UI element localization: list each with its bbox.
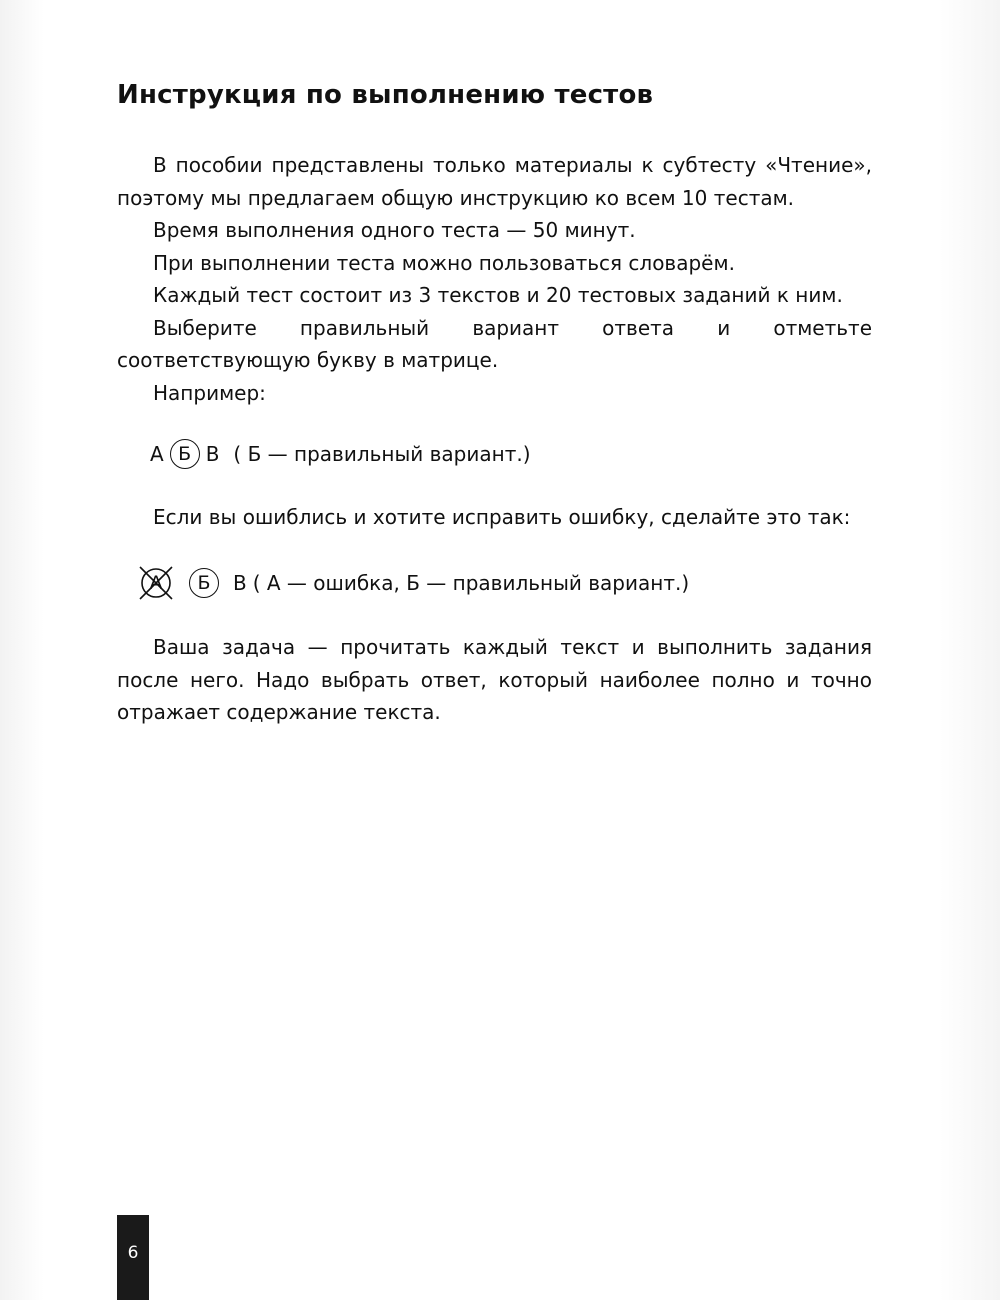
paragraph-example-label: Например: <box>153 380 266 405</box>
option-letter-b-circled: Б <box>189 568 219 598</box>
option-letter-b-circled: Б <box>170 439 200 469</box>
crossed-option <box>137 564 175 602</box>
option-letter-a-crossed: А <box>149 572 163 594</box>
paragraph-intro: В пособии представлены только материалы к субтесту «Чтение», поэтому мы предлагаем общую инструкцию ко всем 10 тестам. <box>117 153 872 210</box>
page-number: 6 <box>127 1243 139 1263</box>
correction-block <box>117 501 872 534</box>
paragraph-dictionary: При выполнении теста можно пользоваться словарём. <box>153 250 735 275</box>
option-letter-a: А <box>150 442 164 466</box>
paragraph-task: Ваша задача — прочитать каждый текст и выполнить задания после него. Надо выбрать ответ, который наиболее полно и точно отражает содержание текста. <box>117 635 872 724</box>
page-title: Инструкция по выполнению тестов <box>117 80 654 110</box>
task-block <box>117 631 872 729</box>
page-number-tab <box>117 1215 149 1300</box>
example-corrected-answer <box>137 565 689 601</box>
paragraph-structure: Каждый тест состоит из 3 текстов и 20 тестовых заданий к ним. <box>153 283 843 307</box>
paragraph-choose: Выберите правильный вариант ответа и отметьте соответствующую букву в матрице. <box>117 315 872 372</box>
instructions-block <box>117 149 872 409</box>
paragraph-correction: Если вы ошиблись и хотите исправить ошибку, сделайте это так: <box>153 505 851 529</box>
example-note: ( А — ошибка, Б — правильный вариант.) <box>252 571 690 595</box>
page-edge-shadow <box>0 0 44 1300</box>
option-letter-v: В <box>233 571 247 595</box>
paragraph-time: Время выполнения одного теста — 50 минут. <box>153 218 636 242</box>
example-note: ( Б — правильный вариант.) <box>233 442 531 466</box>
example-correct-answer <box>150 436 531 472</box>
option-letter-v: В <box>205 442 220 466</box>
page-edge-shadow-right <box>940 0 1000 1300</box>
